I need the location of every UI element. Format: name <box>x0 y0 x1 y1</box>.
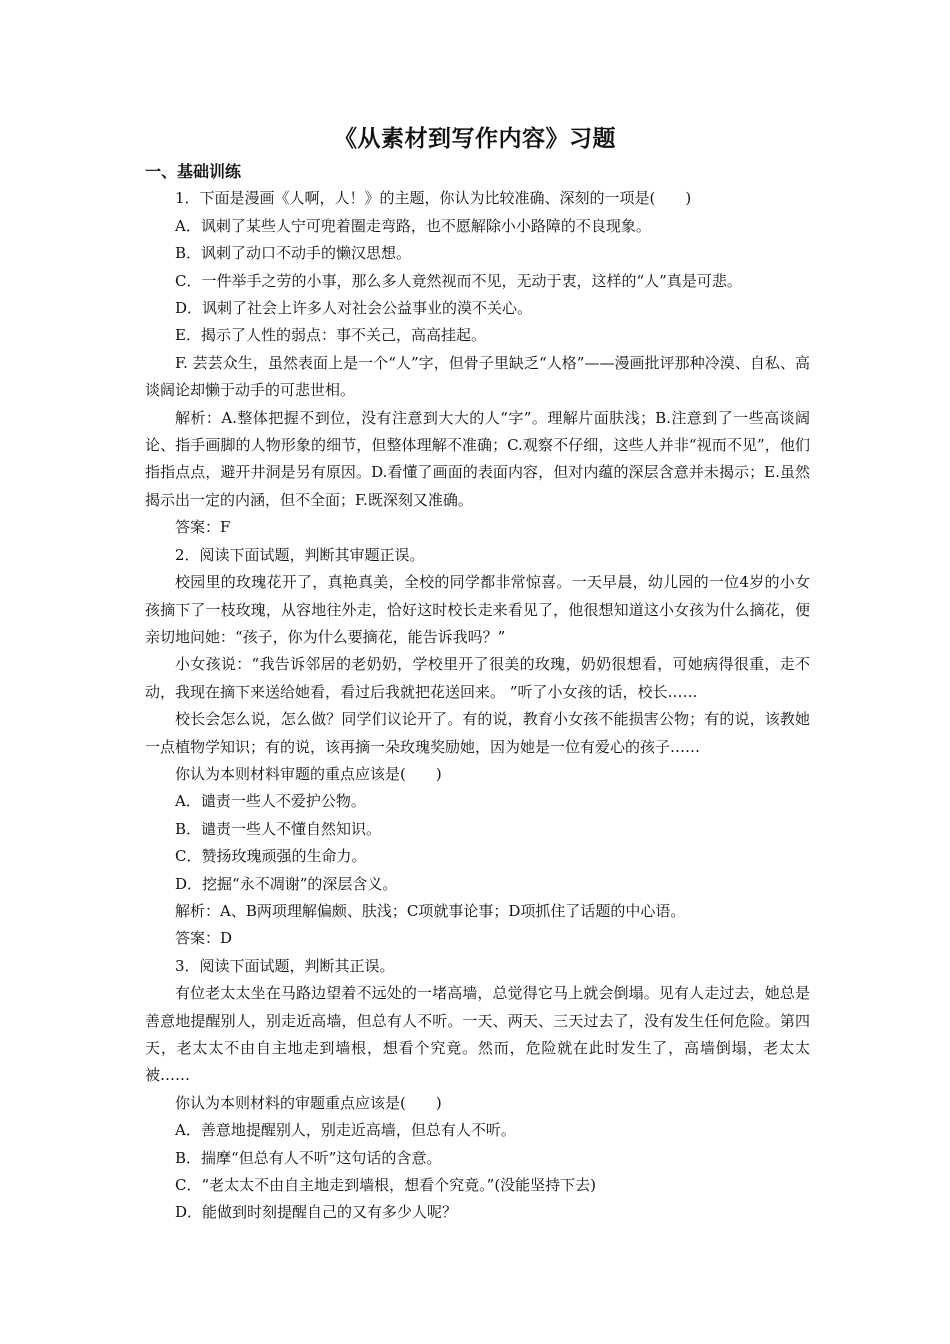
question-1-option-f: F. 芸芸众生，虽然表面上是一个“人”字，但骨子里缺乏“人格”——漫画批评那种冷漠、自私、高谈阔论却懒于动手的可悲世相。 <box>145 353 810 400</box>
question-2-stem: 2．阅读下面试题，判断其审题正误。 <box>175 545 425 564</box>
question-3-option-c: C．“老太太不由自主地走到墙根，想看个究竟。”(没能坚持下去) <box>175 1176 597 1195</box>
question-3-option-b: B．揣摩“但总有人不听”这句话的含意。 <box>175 1148 442 1167</box>
question-1-answer: 答案：F <box>175 518 231 537</box>
question-2-material-paragraph: 校园里的玫瑰花开了，真艳真美，全校的同学都非常惊喜。一天早晨，幼儿园的一位4岁的小女孩摘下了一枝玫瑰，从容地往外走，恰好这时校长走来看见了，他很想知道这小女孩为什么摘花，便亲切地问她：“孩子，你为什么要摘花，能告诉我吗？” <box>145 573 810 646</box>
page-title: 《从素材到写作内容》习题 <box>334 125 616 152</box>
question-3-material-paragraph: 有位老太太坐在马路边望着不远处的一堵高墙，总觉得它马上就会倒塌。见有人走过去，她总是善意地提醒别人，别走近高墙，但总有人不听。一天、两天、三天过去了，没有发生任何危险。第四天，老太太不由自主地走到墙根，想看个究竟。然而，危险就在此时发生了，高墙倒塌，老太太被…… <box>145 984 810 1085</box>
question-2-material-paragraph: 小女孩说：“我告诉邻居的老奶奶，学校里开了很美的玫瑰，奶奶很想看，可她病得很重，走不动，我现在摘下来送给她看，看过后我就把花送回来。 ”听了小女孩的话，校长…… <box>145 655 810 701</box>
document-body <box>145 158 810 1227</box>
question-2-option-c: C．赞扬玫瑰顽强的生命力。 <box>175 847 367 866</box>
question-2-answer: 答案：D <box>175 929 233 948</box>
question-1-option-b: B．讽刺了动口不动手的懒汉思想。 <box>175 244 412 263</box>
question-2-option-d: D．挖掘“永不凋谢”的深层含义。 <box>175 874 398 893</box>
question-3-option-d: D．能做到时刻提醒自己的又有多少人呢？ <box>175 1203 458 1222</box>
question-1-option-d: D．讽刺了社会上许多人对社会公益事业的漠不关心。 <box>175 299 533 318</box>
question-1-option-a: A．讽刺了某些人宁可兜着圈走弯路，也不愿解除小小路障的不良现象。 <box>175 216 651 235</box>
question-3-option-a: A．善意地提醒别人，别走近高墙，但总有人不听。 <box>175 1121 516 1140</box>
question-1-option-e: E．揭示了人性的弱点：事不关己，高高挂起。 <box>175 326 486 345</box>
question-1-option-c: C．一件举手之劳的小事，那么多人竟然视而不见，无动于衷，这样的“人”真是可悲。 <box>175 271 742 290</box>
question-2-prompt: 你认为本则材料审题的重点应该是( ) <box>175 764 442 783</box>
question-2-material-paragraph: 校长会怎么说，怎么做？同学们议论开了。有的说，教育小女孩不能损害公物；有的说，该教她一点植物学知识；有的说，该再摘一朵玫瑰奖励她，因为她是一位有爱心的孩子…… <box>145 710 810 756</box>
question-3-stem: 3．阅读下面试题，判断其正误。 <box>175 956 395 975</box>
section-heading: 一、基础训练 <box>145 162 242 181</box>
question-1-stem: 1．下面是漫画《人啊，人！》的主题，你认为比较准确、深刻的一项是( ) <box>175 189 692 208</box>
question-2-option-b: B．谴责一些人不懂自然知识。 <box>175 819 382 838</box>
question-2-option-a: A．谴责一些人不爱护公物。 <box>175 792 366 811</box>
question-3-prompt: 你认为本则材料的审题重点应该是( ) <box>175 1093 442 1112</box>
question-1-analysis: 解析：A.整体把握不到位，没有注意到大大的人“字”。理解片面肤浅；B.注意到了一些高谈阔论、指手画脚的人物形象的细节，但整体理解不准确；C.观察不仔细，这些人并非“视而不见”，他们指指点点，避开井洞是另有原因。D.看懂了画面的表面内容，但对内蕴的深层含意并未揭示；E.虽然揭示出一定的内涵，但不全面；F.既深刻又准确。 <box>145 408 810 509</box>
question-2-analysis: 解析：A、B两项理解偏颇、肤浅；C项就事论事；D项抓住了话题的中心语。 <box>175 901 686 920</box>
